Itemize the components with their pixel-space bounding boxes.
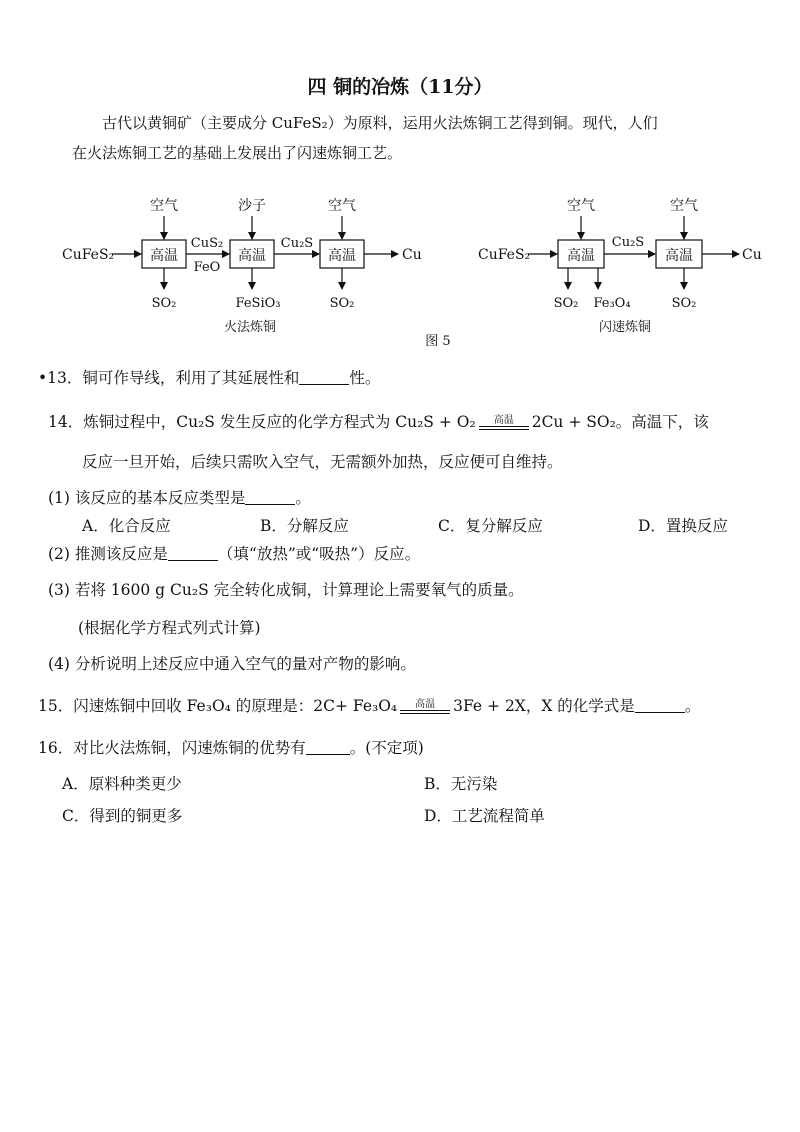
flash-out-2-label: SO₂ xyxy=(671,296,697,311)
q14-part-3: (3) 若将 1600 g Cu₂S 完全转化成铜，计算理论上需要氧气的质量。 xyxy=(48,581,524,599)
q14-option-c[interactable]: C．复分解反应 xyxy=(438,517,543,535)
q14-part-1-blank[interactable] xyxy=(245,490,295,505)
fire-furnace-2-label: 高温 xyxy=(238,248,266,264)
q16-text-b: 。(不定项) xyxy=(349,739,424,757)
q15-condition-arrow xyxy=(400,700,450,714)
fire-out-2-label: FeSiO₃ xyxy=(235,296,281,311)
fire-mid-1-bottom-label: FeO xyxy=(193,260,221,275)
fire-out-3-label: SO₂ xyxy=(329,296,355,311)
process-diagram xyxy=(0,190,800,350)
question-14-line-1 xyxy=(48,410,709,432)
flash-output-label: Cu xyxy=(742,247,762,263)
flash-furnace-2-label: 高温 xyxy=(665,248,693,264)
q16-option-b[interactable]: B．无污染 xyxy=(424,775,498,793)
q13-text: •13．铜可作导线，利用了其延展性和 xyxy=(38,369,300,387)
q14-part-4: (4) 分析说明上述反应中通入空气的量对产物的影响。 xyxy=(48,655,416,673)
flash-input-label: CuFeS₂ xyxy=(478,247,531,263)
flash-mid-label: Cu₂S xyxy=(611,235,645,250)
q16-option-d[interactable]: D．工艺流程简单 xyxy=(424,807,545,825)
flash-refining-diagram xyxy=(478,197,762,335)
flash-air-1-label: 空气 xyxy=(567,198,595,214)
q14-part-1 xyxy=(48,486,311,508)
intro-line-2: 在火法炼铜工艺的基础上发展出了闪速炼铜工艺。 xyxy=(72,144,403,162)
q15-answer-blank[interactable] xyxy=(635,698,685,713)
section-title: 四 铜的冶炼（11分） xyxy=(307,76,493,98)
q14-text-b: 2Cu + SO₂。高温下，该 xyxy=(531,413,709,431)
fire-caption: 火法炼铜 xyxy=(223,320,277,335)
q15-text-a: 15．闪速炼铜中回收 Fe₃O₄ 的原理是：2C+ Fe₃O₄ xyxy=(38,697,398,715)
fire-out-1-label: SO₂ xyxy=(151,296,177,311)
intro-paragraph xyxy=(72,108,762,168)
flash-furnace-1-label: 高温 xyxy=(567,248,595,264)
q13-text-end: 性。 xyxy=(349,369,381,387)
fire-sand-label: 沙子 xyxy=(238,198,266,214)
q14-part-2-text-a: (2) 推测该反应是 xyxy=(48,545,168,563)
q14-part-2-text-b: （填“放热”或“吸热”）反应。 xyxy=(217,545,421,563)
q14-option-a[interactable]: A．化合反应 xyxy=(82,517,171,535)
fire-furnace-1-label: 高温 xyxy=(150,248,178,264)
reaction-condition: 高温 xyxy=(493,415,514,426)
flash-out-1a-label: SO₂ xyxy=(553,296,579,311)
fire-mid-1-top-label: CuS₂ xyxy=(190,236,224,251)
q15-text-end: 。 xyxy=(684,697,701,715)
fire-mid-2-label: Cu₂S xyxy=(280,236,314,251)
q16-text-a: 16．对比火法炼铜，闪速炼铜的优势有 xyxy=(38,739,306,757)
q14-part-2 xyxy=(48,542,420,564)
q16-answer-blank[interactable] xyxy=(306,740,350,755)
figure-label: 图 5 xyxy=(425,334,451,349)
q14-part-2-blank[interactable] xyxy=(168,546,218,561)
q14-part-1-end: 。 xyxy=(295,489,311,507)
q14-part-3-note: (根据化学方程式列式计算) xyxy=(78,619,261,637)
question-14-line-2: 反应一旦开始，后续只需吹入空气，无需额外加热，反应便可自维持。 xyxy=(82,453,563,471)
q16-option-a[interactable]: A．原料种类更少 xyxy=(62,775,182,793)
q13-answer-blank[interactable] xyxy=(299,370,349,385)
reaction-condition-arrow xyxy=(479,416,529,430)
fire-output-label: Cu xyxy=(402,247,422,263)
q16-option-c[interactable]: C．得到的铜更多 xyxy=(62,807,183,825)
q14-part-1-text: (1) 该反应的基本反应类型是 xyxy=(48,489,246,507)
flash-caption: 闪速炼铜 xyxy=(598,320,652,335)
q14-option-d[interactable]: D．置换反应 xyxy=(638,517,728,535)
q15-condition: 高温 xyxy=(415,699,436,710)
q15-text-b: 3Fe + 2X，X 的化学式是 xyxy=(453,697,635,715)
fire-furnace-3-label: 高温 xyxy=(328,248,356,264)
question-16 xyxy=(38,736,424,758)
fire-air-2-label: 空气 xyxy=(328,198,356,214)
fire-air-1-label: 空气 xyxy=(150,198,178,214)
flash-out-1b-label: Fe₃O₄ xyxy=(593,296,631,311)
intro-line-1: 古代以黄铜矿（主要成分 CuFeS₂）为原料，运用火法炼铜工艺得到铜。现代，人们 xyxy=(102,114,658,132)
fire-input-label: CuFeS₂ xyxy=(62,247,115,263)
question-13 xyxy=(38,366,380,388)
q14-text-a: 14．炼铜过程中，Cu₂S 发生反应的化学方程式为 Cu₂S + O₂ xyxy=(48,413,476,431)
fire-refining-diagram xyxy=(62,197,422,335)
question-15 xyxy=(38,694,700,716)
q14-option-b[interactable]: B．分解反应 xyxy=(260,517,349,535)
flash-air-2-label: 空气 xyxy=(670,198,698,214)
